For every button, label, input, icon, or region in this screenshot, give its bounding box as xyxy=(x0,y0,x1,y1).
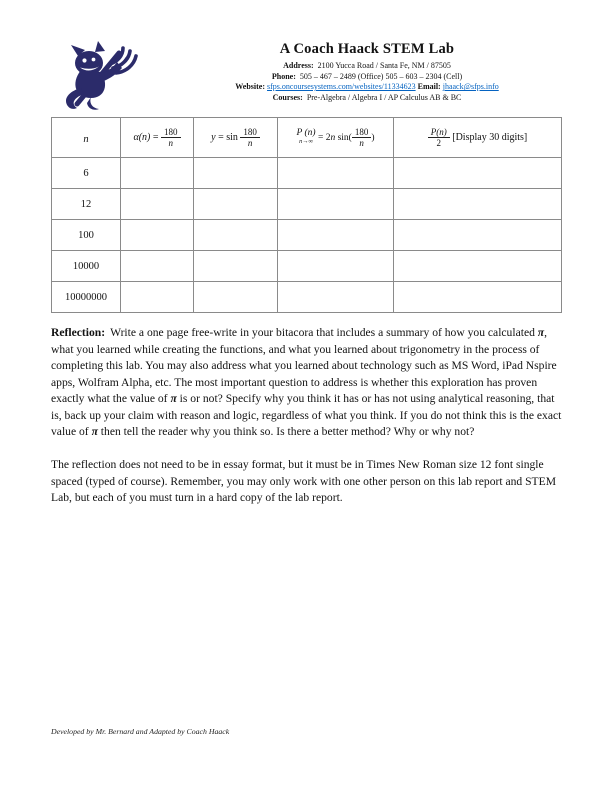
empty-answer-cell xyxy=(394,251,562,282)
table-header-n: n xyxy=(52,118,121,158)
empty-answer-cell xyxy=(121,220,194,251)
website-label: Website: xyxy=(235,82,266,92)
empty-answer-cell xyxy=(194,282,278,313)
format-paragraph: The reflection does not need to be in essay format, but it must be in Times New Roman size 12 font single spaced (typed of course). Remember, you may only work with one other person on this lab report and STEM Lab, but each of you must turn in a hard copy of the lab report. xyxy=(51,458,557,504)
devil-mascot-logo xyxy=(60,40,140,114)
address-value: 2100 Yucca Road / Santa Fe, NM / 87505 xyxy=(317,61,451,70)
devil-mascot-icon xyxy=(60,40,140,114)
n-value-cell: 10000000 xyxy=(52,282,121,313)
website-link[interactable]: sfps.oncoursesystems.com/websites/11334623 xyxy=(267,82,416,92)
table-row xyxy=(52,282,562,313)
page-title: A Coach Haack STEM Lab xyxy=(279,41,455,57)
pi-symbol: π xyxy=(170,392,177,405)
email-link[interactable]: jhaack@sfps.info xyxy=(442,82,499,92)
empty-answer-cell xyxy=(194,189,278,220)
empty-answer-cell xyxy=(121,251,194,282)
n-value-cell: 10000 xyxy=(52,251,121,282)
empty-answer-cell xyxy=(121,189,194,220)
pi-symbol: π xyxy=(537,326,545,339)
empty-answer-cell xyxy=(194,220,278,251)
document-header xyxy=(168,41,566,103)
table-header-row xyxy=(52,118,562,158)
courses-value: Pre-Algebra / Algebra I / AP Calculus AB & BC xyxy=(306,92,462,102)
address-label: Address: xyxy=(283,61,314,70)
empty-answer-cell xyxy=(394,158,562,189)
results-table xyxy=(51,117,562,313)
table-header-alpha: α(n) = $\frac{180}{n}$ xyxy=(121,118,194,158)
empty-answer-cell xyxy=(121,282,194,313)
pi-symbol: π xyxy=(91,425,98,438)
n-value-cell: 12 xyxy=(52,189,121,220)
table-row xyxy=(52,158,562,189)
n-value-cell: 100 xyxy=(52,220,121,251)
table-header-perimeter: P (n) n→∞ = 2n sin( $\frac{180}{n}$ ) xyxy=(278,118,394,158)
table-row xyxy=(52,189,562,220)
empty-answer-cell xyxy=(278,158,394,189)
phone-label: Phone: xyxy=(271,71,296,81)
body-text xyxy=(51,325,562,507)
table-header-half-perimeter: $\frac{P(n)}{2}$ [Display 30 digits] xyxy=(394,118,562,158)
empty-answer-cell xyxy=(394,189,562,220)
empty-answer-cell xyxy=(278,251,394,282)
empty-answer-cell xyxy=(194,251,278,282)
empty-answer-cell xyxy=(278,282,394,313)
table-row xyxy=(52,251,562,282)
display-digits-note: [Display 30 digits] xyxy=(452,131,528,143)
empty-answer-cell xyxy=(278,189,394,220)
table-header-y: y = sin $\frac{180}{n}$ xyxy=(194,118,278,158)
phone-value: 505 – 467 – 2489 (Office) 505 – 603 – 2304 (Cell) xyxy=(299,71,463,81)
empty-answer-cell xyxy=(278,220,394,251)
empty-answer-cell xyxy=(121,158,194,189)
courses-line xyxy=(168,93,566,104)
phone-line xyxy=(168,72,566,83)
n-value-cell: 6 xyxy=(52,158,121,189)
email-label: Email: xyxy=(417,82,441,92)
table-row xyxy=(52,220,562,251)
reflection-paragraph: Reflection: Write a one page free-write in your bitacora that includes a summary of how you calculated π, what you learned while creating the functions, and what you learned about trigonometry in the process of completing this lab. You may also address what you learned about technology such as MS Word, iPad Nspire apps, Wolfram Alpha, etc. The most important question to address is whether this exploration has proven exactly what the value of π is or not? Specify why you think it has or has not using analytical reasoning, that is, back up your claim with reason and logic, regardless of what you think. If you do not think this is the exact value of π then tell the reader why you think so. Is there a better method? Why or why not? xyxy=(51,326,562,438)
website-line xyxy=(168,82,566,93)
footer-credit: Developed by Mr. Bernard and Adapted by Coach Haack xyxy=(51,727,230,736)
address-line xyxy=(168,61,566,72)
reflection-label: Reflection: xyxy=(51,326,106,339)
courses-label: Courses: xyxy=(272,92,303,102)
empty-answer-cell xyxy=(194,158,278,189)
empty-answer-cell xyxy=(394,282,562,313)
empty-answer-cell xyxy=(394,220,562,251)
